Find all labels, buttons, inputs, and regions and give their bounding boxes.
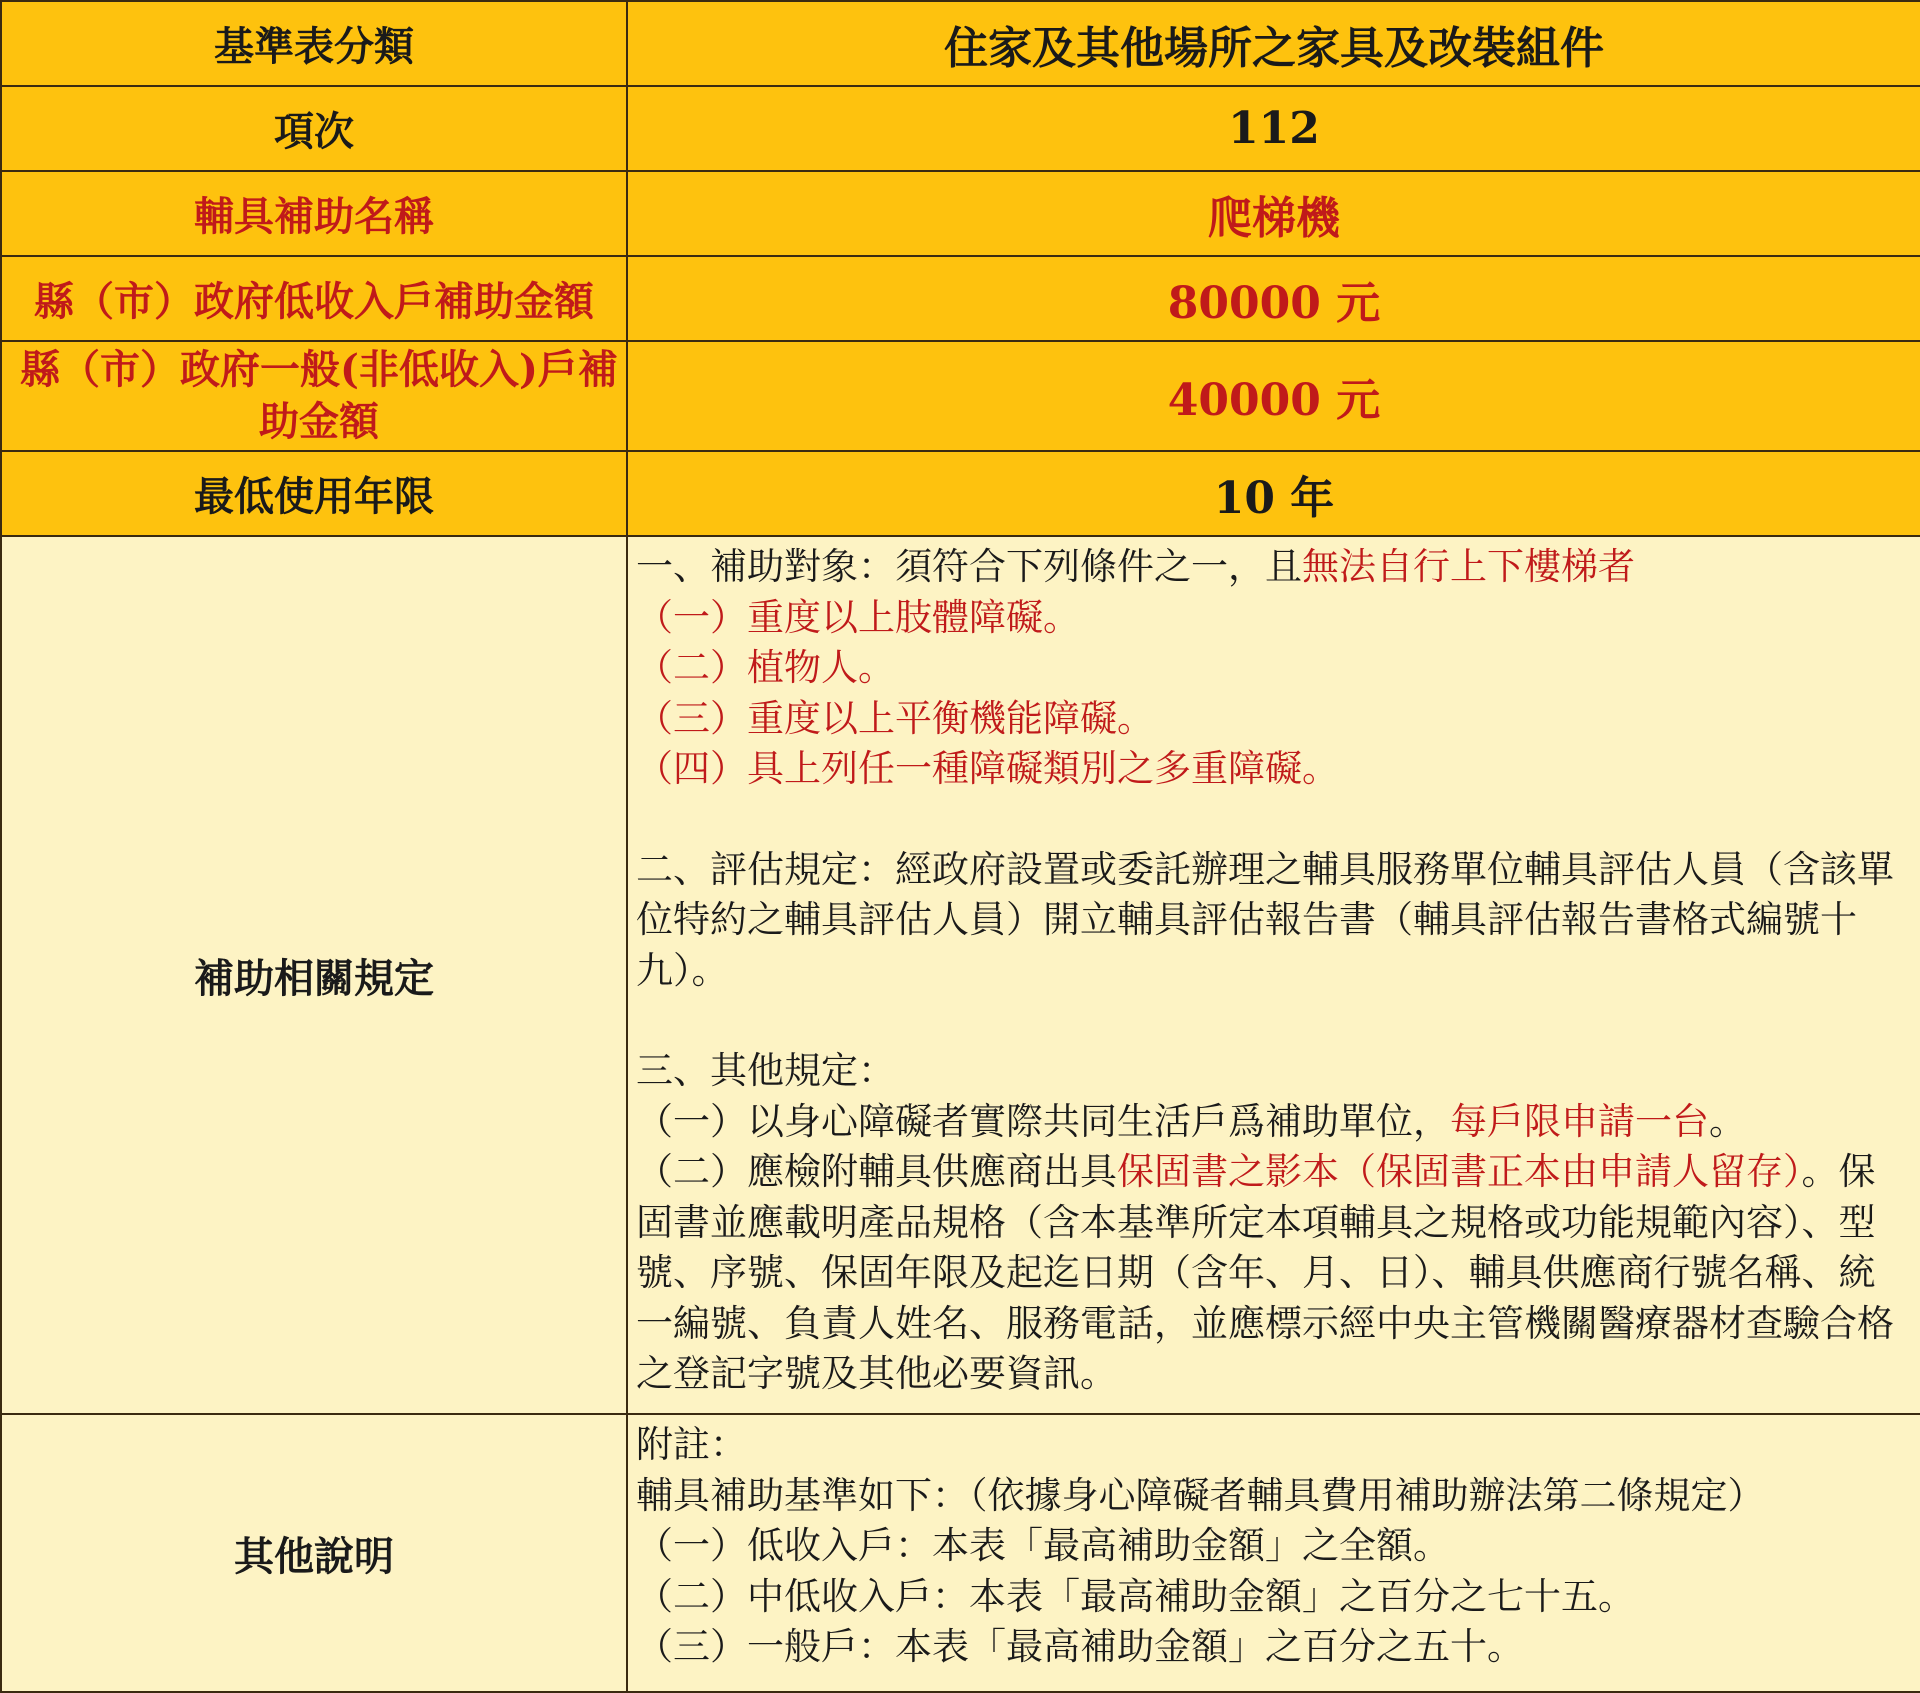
rules-section-2: 二、評估規定：經政府設置或委託辦理之輔具服務單位輔具評估人員（含該單位特約之輔具評估人員）開立輔具評估報告書（輔具評估報告書格式編號十九）。 [636,847,1894,992]
notes-line: 附註： [636,1423,747,1466]
general-label: 縣（市）政府一般(非低收入)戶補助金額 [1,341,627,451]
rules-item: （一）重度以上肢體障礙。 [636,595,1080,639]
rules-item: （三）重度以上平衡機能障礙。 [636,696,1154,740]
item-label: 項次 [1,86,627,171]
row-category [1,1,1920,86]
min-years-value: 10 年 [627,451,1920,536]
notes-line: （二）中低收入戶：本表「最高補助金額」之百分之七十五。 [636,1574,1635,1618]
rules-section-3-item-1-highlight: 每戶限申請一台 [1450,1099,1709,1143]
min-years-label: 最低使用年限 [1,451,627,536]
spacer [636,795,1912,845]
rules-section-3-item-2-highlight: 保固書之影本（保固書正本由申請人留存） [1117,1150,1802,1193]
rules-section-1-heading: 一、補助對象：須符合下列條件之一，且無法自行上下樓梯者 [636,545,1635,588]
notes-line: （一）低收入戶：本表「最高補助金額」之全額。 [636,1524,1450,1567]
row-notes [1,1414,1920,1692]
notes-line: 輔具補助基準如下：（依據身心障礙者輔具費用補助辦法第二條規定） [636,1473,1765,1517]
general-value: 40000 元 [627,341,1920,451]
rules-section-3-item-1: （一）以身心障礙者實際共同生活戶爲補助單位，每戶限申請一台。 [636,1099,1746,1143]
category-value: 住家及其他場所之家具及改裝組件 [627,1,1920,86]
row-device-name [1,171,1920,256]
rules-section-3-heading: 三、其他規定： [636,1049,895,1092]
low-income-value: 80000 元 [627,256,1920,341]
rules-item: （四）具上列任一種障礙類別之多重障礙。 [636,747,1339,790]
row-item [1,86,1920,171]
spacer [636,996,1912,1046]
row-rules [1,536,1920,1414]
rules-item: （二）植物人。 [636,646,895,689]
rules-content [627,536,1920,1414]
row-min-years [1,451,1920,536]
device-name-value: 爬梯機 [627,171,1920,256]
rules-section-3-item-2: （二）應檢附輔具供應商出具保固書之影本（保固書正本由申請人留存）。保固書並應載明產品規格（含本基準所定本項輔具之規格或功能規範內容）、型號、序號、保固年限及起迄日期（含年、月、日）、輔具供應商行號名稱、統一編號、負責人姓名、服務電話，並應標示經中央主管機關醫療器材查驗合格之登記字號及其他必要資訊。 [636,1150,1894,1395]
row-general-amount [1,341,1920,451]
notes-line: （三）一般戶：本表「最高補助金額」之百分之五十。 [636,1625,1524,1668]
low-income-label: 縣（市）政府低收入戶補助金額 [1,256,627,341]
notes-content [627,1414,1920,1692]
rules-section-1-highlight: 無法自行上下樓梯者 [1302,545,1635,588]
category-label: 基準表分類 [1,1,627,86]
notes-label: 其他說明 [1,1414,627,1692]
rules-label: 補助相關規定 [1,536,627,1414]
device-name-label: 輔具補助名稱 [1,171,627,256]
row-low-income-amount [1,256,1920,341]
item-value: 112 [627,86,1920,171]
